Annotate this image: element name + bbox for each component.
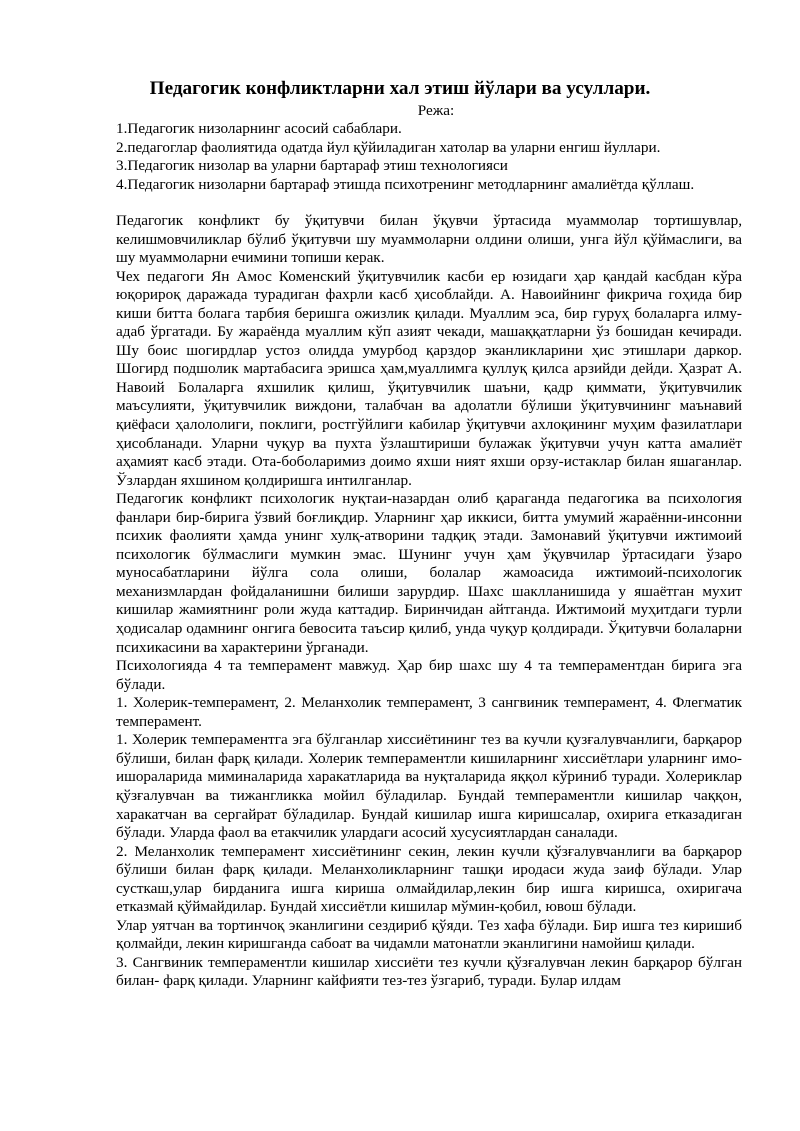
body-paragraph: Улар уятчан ва тортинчоқ эканлигини сездириб қўяди. Тез хафа бўлади. Бир ишга тез киришиб қолмайди, лекин киришганда сабоат ва чидамли матонатли эканлигини намойиш қилади. — [116, 916, 742, 953]
document-body — [116, 212, 742, 991]
body-paragraph: 1. Холерик темпераментга эга бўлганлар хиссиётининг тез ва кучли қузғалувчанлиги, барқарор бўлиши, билан фарқ қилади. Холерик темпераментли кишиларнинг хиссиётлари уларнинг имо-ишораларида миминаларида харакатларида ва нуқталарида яққол кўриниб туради. Холериклар қўзғалувчан ва тижангликка мойил бўладилар. Бундай темпераментли кишилар чаққон, харакатчан ва сергайрат бўладилар. Бундай кишилар ишга киришсалар, охирига етказадиган бўлади. Уларда фаол ва етакчилик улардаги асосий хусусиятлардан саналади. — [116, 731, 742, 842]
plan-list — [116, 120, 694, 194]
body-paragraph: 3. Сангвиник темпераментли кишилар хиссиёти тез кучли қўзғалувчан лекин барқарор бўлган билан- фарқ қилади. Уларнинг кайфияти тез-тез ўзгариб, туради. Булар илдам — [116, 953, 742, 990]
body-paragraph: 1. Холерик-темперамент, 2. Меланхолик темперамент, 3 сангвиник темперамент, 4. Флегматик темперамент. — [116, 694, 742, 730]
plan-item: 3.Педагогик низолар ва уларни бартараф этиш технологияси — [116, 157, 508, 174]
body-paragraph: 2. Меланхолик темперамент хиссиётининг секин, лекин кучли қўзғалувчанлиги ва барқарор бўлиши билан фарқ қилади. Меланхоликларнинг ташқи иродаси жуда заиф бўлади. Улар сусткаш,улар бирданига ишга кириша олмайдилар,лекин бир ишга киришса, охиригача етказмай қўймайдилар. Бундай хиссиётли кишилар мўмин-қобил, ювош бўлади. — [116, 842, 742, 916]
plan-heading: Режа: — [417, 102, 455, 119]
plan-item: 1.Педагогик низоларнинг асосий сабаблари. — [116, 120, 402, 137]
plan-item: 2.педагоглар фаолиятида одатда йул қўйиладиган хатолар ва уларни енгиш йуллари. — [116, 138, 661, 156]
body-paragraph: Педагогик конфликт бу ўқитувчи билан ўқувчи ўртасида муаммолар тортишувлар, келишмовчиликлар бўлиб ўқитувчи шу муаммоларни олдини олиши, унга йўл қўймаслиги, ва шу муаммоларни ечимини топиши керак. — [116, 212, 742, 267]
document-title: Педагогик конфликтларни хал этиш йўлари ва усуллари. — [149, 78, 651, 99]
body-paragraph: Педагогик конфликт психологик нуқтаи-назардан олиб қараганда педагогика ва психология фанлари бир-бирига ўзвий боғлиқдир. Уларнинг ҳар иккиси, битта умумий жараённи-инсонни психик фаолияти ҳамда унинг хулқ-атворини тадқиқ этади. Замонавий ўқитувчи ижтимоий психологик бўлмаслиги мумкин эмас. Шунинг учун ҳам ўқувчилар ўртасидаги ўзаро муносабатларини йўлга сола олиши, болалар жамоасида ижтимоий-психологик механизмлардан фойдаланишни билиши зарурдир. Шахс шаклланишида у яшаётган мухит кишилар жамиятнинг роли жуда каттадир. Биринчидан айтганда. Ижтимоий муҳитдаги турли ҳодисалар одамнинг онгига бевосита таъсир қилиб, унда чуқур қолдиради. Ўқитувчи болаларни психикасини ва характерини ўрганади. — [116, 490, 742, 656]
body-paragraph: Психологияда 4 та темперамент мавжуд. Ҳар бир шахс шу 4 та темпераментдан бирига эга бўлади. — [116, 657, 742, 693]
plan-item: 4.Педагогик низоларни бартараф этишда психотренинг методларнинг амалиётда қўллаш. — [116, 175, 695, 193]
body-paragraph: Чех педагоги Ян Амос Коменский ўқитувчилик касби ер юзидаги ҳар қандай касбдан кўра юқорироқ даражада турадиган фахрли касб ҳисоблайди. А. Навоийнинг фикрича гоҳида бир киши битта болага тарбия беришга ожизлик қилади. Муаллим эса, бир гуруҳ болаларга илму- адаб ўргатади. Бу жараёнда муаллим кўп азият чекади, машаққатларни ўз бошидан кечиради. Шу боис шогирдлар устоз олидда умурбод қарздор эканликларини ҳис этишлари даркор. Шогирд подшолик мартабасига эришса ҳам,муаллимга қуллуқ қилса арзийди дейди. Ҳазрат А. Навоий Болаларга яхшилик қилиш, ўқитувчилик шаъни, қадр қиммати, ўқитувчилик маъсулияти, ўқитувчилик виждони, талабчан ва адолатли бўлиши ўқитувчининг маънавий қиёфаси ҳалололиги, поклиги, ростгўйлиги кабилар ўқитувчи ахлоқининг муҳим фазилатлари ҳисобланади. Уларни чуқур ва пухта ўзлаштириши булажак ўқитувчи учун катта амалиёт аҳамият касб этади. Ота-боболаримиз доимо яхши ният яхши орзу-истаклар билан яшаганлар. Ўзлардан яхшином қолдиришга интилганлар. — [116, 267, 742, 489]
